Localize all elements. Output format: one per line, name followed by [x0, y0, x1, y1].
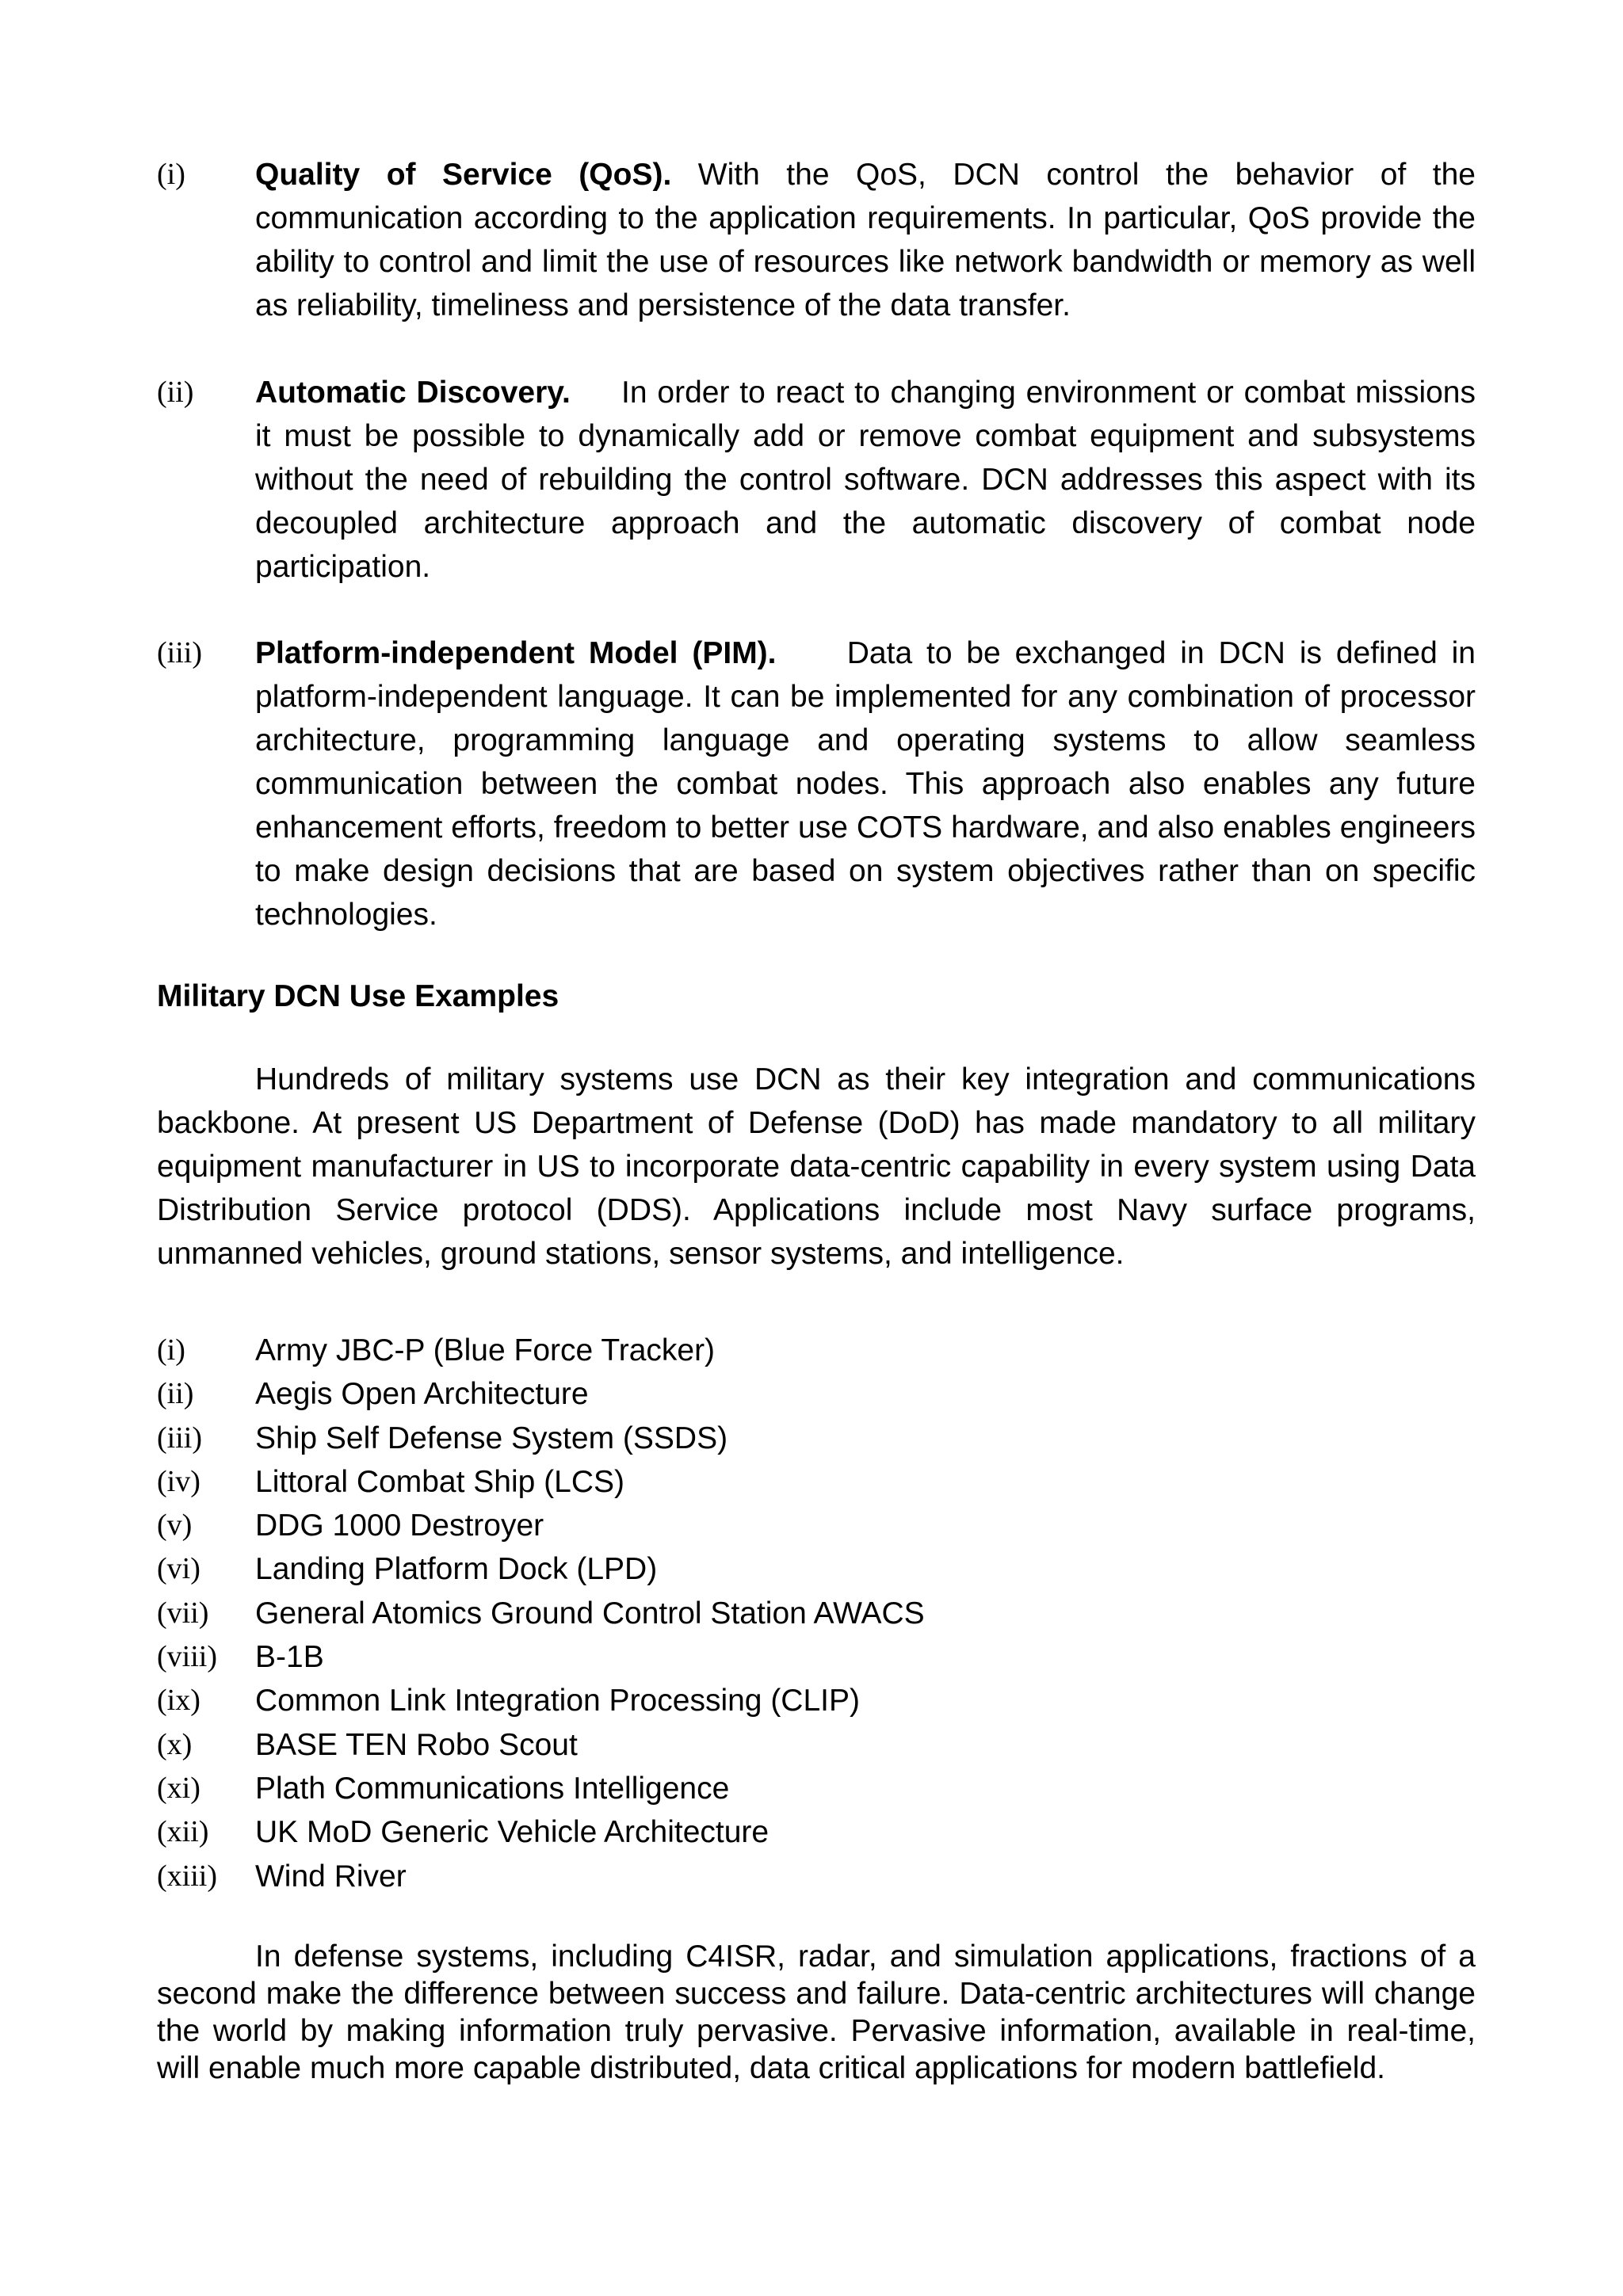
list-item [157, 1329, 1476, 1372]
definition-numeral: (iii) [157, 636, 202, 669]
list-item [157, 1460, 1476, 1504]
list-item-numeral: (ix) [157, 1684, 200, 1718]
list-item [157, 1547, 1476, 1591]
definition-term: Quality of Service (QoS). [255, 158, 672, 192]
list-item-numeral: (xiii) [157, 1859, 217, 1893]
list-item [157, 1504, 1476, 1547]
list-item [157, 1635, 1476, 1679]
definition-body [255, 631, 1476, 936]
list-item-text: Wind River [255, 1859, 407, 1894]
list-item-numeral: (viii) [157, 1640, 217, 1674]
list-item-text: Army JBC-P (Blue Force Tracker) [255, 1333, 716, 1367]
list-item-text: Littoral Combat Ship (LCS) [255, 1464, 625, 1499]
list-item-text: General Atomics Ground Control Station AWACS [255, 1596, 925, 1630]
definition-body [255, 153, 1476, 327]
list-item [157, 1855, 1476, 1898]
list-item-text: Landing Platform Dock (LPD) [255, 1552, 658, 1587]
definition-text: In order to react to changing environment or combat missions it must be possible to dynamically add or remove combat equipment and subsystems without the need of rebuilding the control software. DCN addresses this aspect with its decoupled architecture approach and the automatic discovery of combat node participation. [255, 376, 1476, 584]
list-item [157, 1767, 1476, 1810]
list-item-text: B-1B [255, 1640, 324, 1675]
definition-numeral: (ii) [157, 376, 194, 409]
definition-term: Automatic Discovery. [255, 376, 571, 410]
list-item-text: UK MoD Generic Vehicle Architecture [255, 1815, 769, 1850]
section-heading: Military DCN Use Examples [157, 979, 559, 1013]
list-item-numeral: (vii) [157, 1596, 209, 1630]
list-item-numeral: (i) [157, 1333, 185, 1367]
definition-numeral: (i) [157, 158, 185, 191]
definition-item-qos [157, 153, 1476, 327]
definition-body [255, 371, 1476, 589]
list-item-numeral: (x) [157, 1727, 193, 1761]
list-item [157, 1592, 1476, 1635]
list-item [157, 1810, 1476, 1854]
list-item-text: DDG 1000 Destroyer [255, 1508, 544, 1543]
list-item-numeral: (iii) [157, 1421, 202, 1455]
definition-item-pim [157, 631, 1476, 936]
list-item-numeral: (iv) [157, 1464, 200, 1498]
list-item [157, 1723, 1476, 1767]
list-item [157, 1417, 1476, 1460]
definition-text: With the QoS, DCN control the behavior of the communication according to the application requirements. In particular, QoS provide the ability to control and limit the use of resources like network bandwidth or memory as well as reliability, timeliness and persistence of the data transfer. [255, 158, 1476, 322]
list-item-numeral: (vi) [157, 1552, 200, 1586]
list-item [157, 1372, 1476, 1416]
list-item-text: Common Link Integration Processing (CLIP) [255, 1684, 860, 1718]
list-item-numeral: (v) [157, 1508, 193, 1543]
list-item-text: BASE TEN Robo Scout [255, 1727, 578, 1762]
definition-text: Data to be exchanged in DCN is defined in platform-independent language. It can be implemented for any combination of processor architecture, programming language and operating systems to allow seamless communication between the combat nodes. This approach also enables any future enhancement efforts, freedom to better use COTS hardware, and also enables engineers to make design decisions that are based on system objectives rather than on specific technologies. [255, 636, 1476, 932]
list-item-text: Plath Communications Intelligence [255, 1771, 730, 1806]
list-item-text: Ship Self Defense System (SSDS) [255, 1421, 728, 1455]
closing-paragraph: In defense systems, including C4ISR, radar, and simulation applications, fractions of a second make the difference between success and failure. Data-centric architectures will change the world by making information truly pervasive. Pervasive information, available in real-time, will enable much more capable distributed, data critical applications for modern battlefield. [157, 1939, 1476, 2085]
examples-list [157, 1329, 1476, 1898]
list-item-numeral: (ii) [157, 1377, 194, 1411]
definition-term: Platform-independent Model (PIM). [255, 636, 777, 670]
list-item-text: Aegis Open Architecture [255, 1377, 589, 1412]
intro-paragraph: Hundreds of military systems use DCN as their key integration and communications backbone. At present US Department of Defense (DoD) has made mandatory to all military equipment manufacturer in US to incorporate data-centric capability in every system using Data Distribution Service protocol (DDS). Applications include most Navy surface programs, unmanned vehicles, ground stations, sensor systems, and intelligence. [157, 1062, 1476, 1271]
definition-item-automatic-discovery [157, 371, 1476, 589]
list-item-numeral: (xii) [157, 1815, 209, 1849]
list-item [157, 1679, 1476, 1722]
list-item-numeral: (xi) [157, 1771, 200, 1805]
